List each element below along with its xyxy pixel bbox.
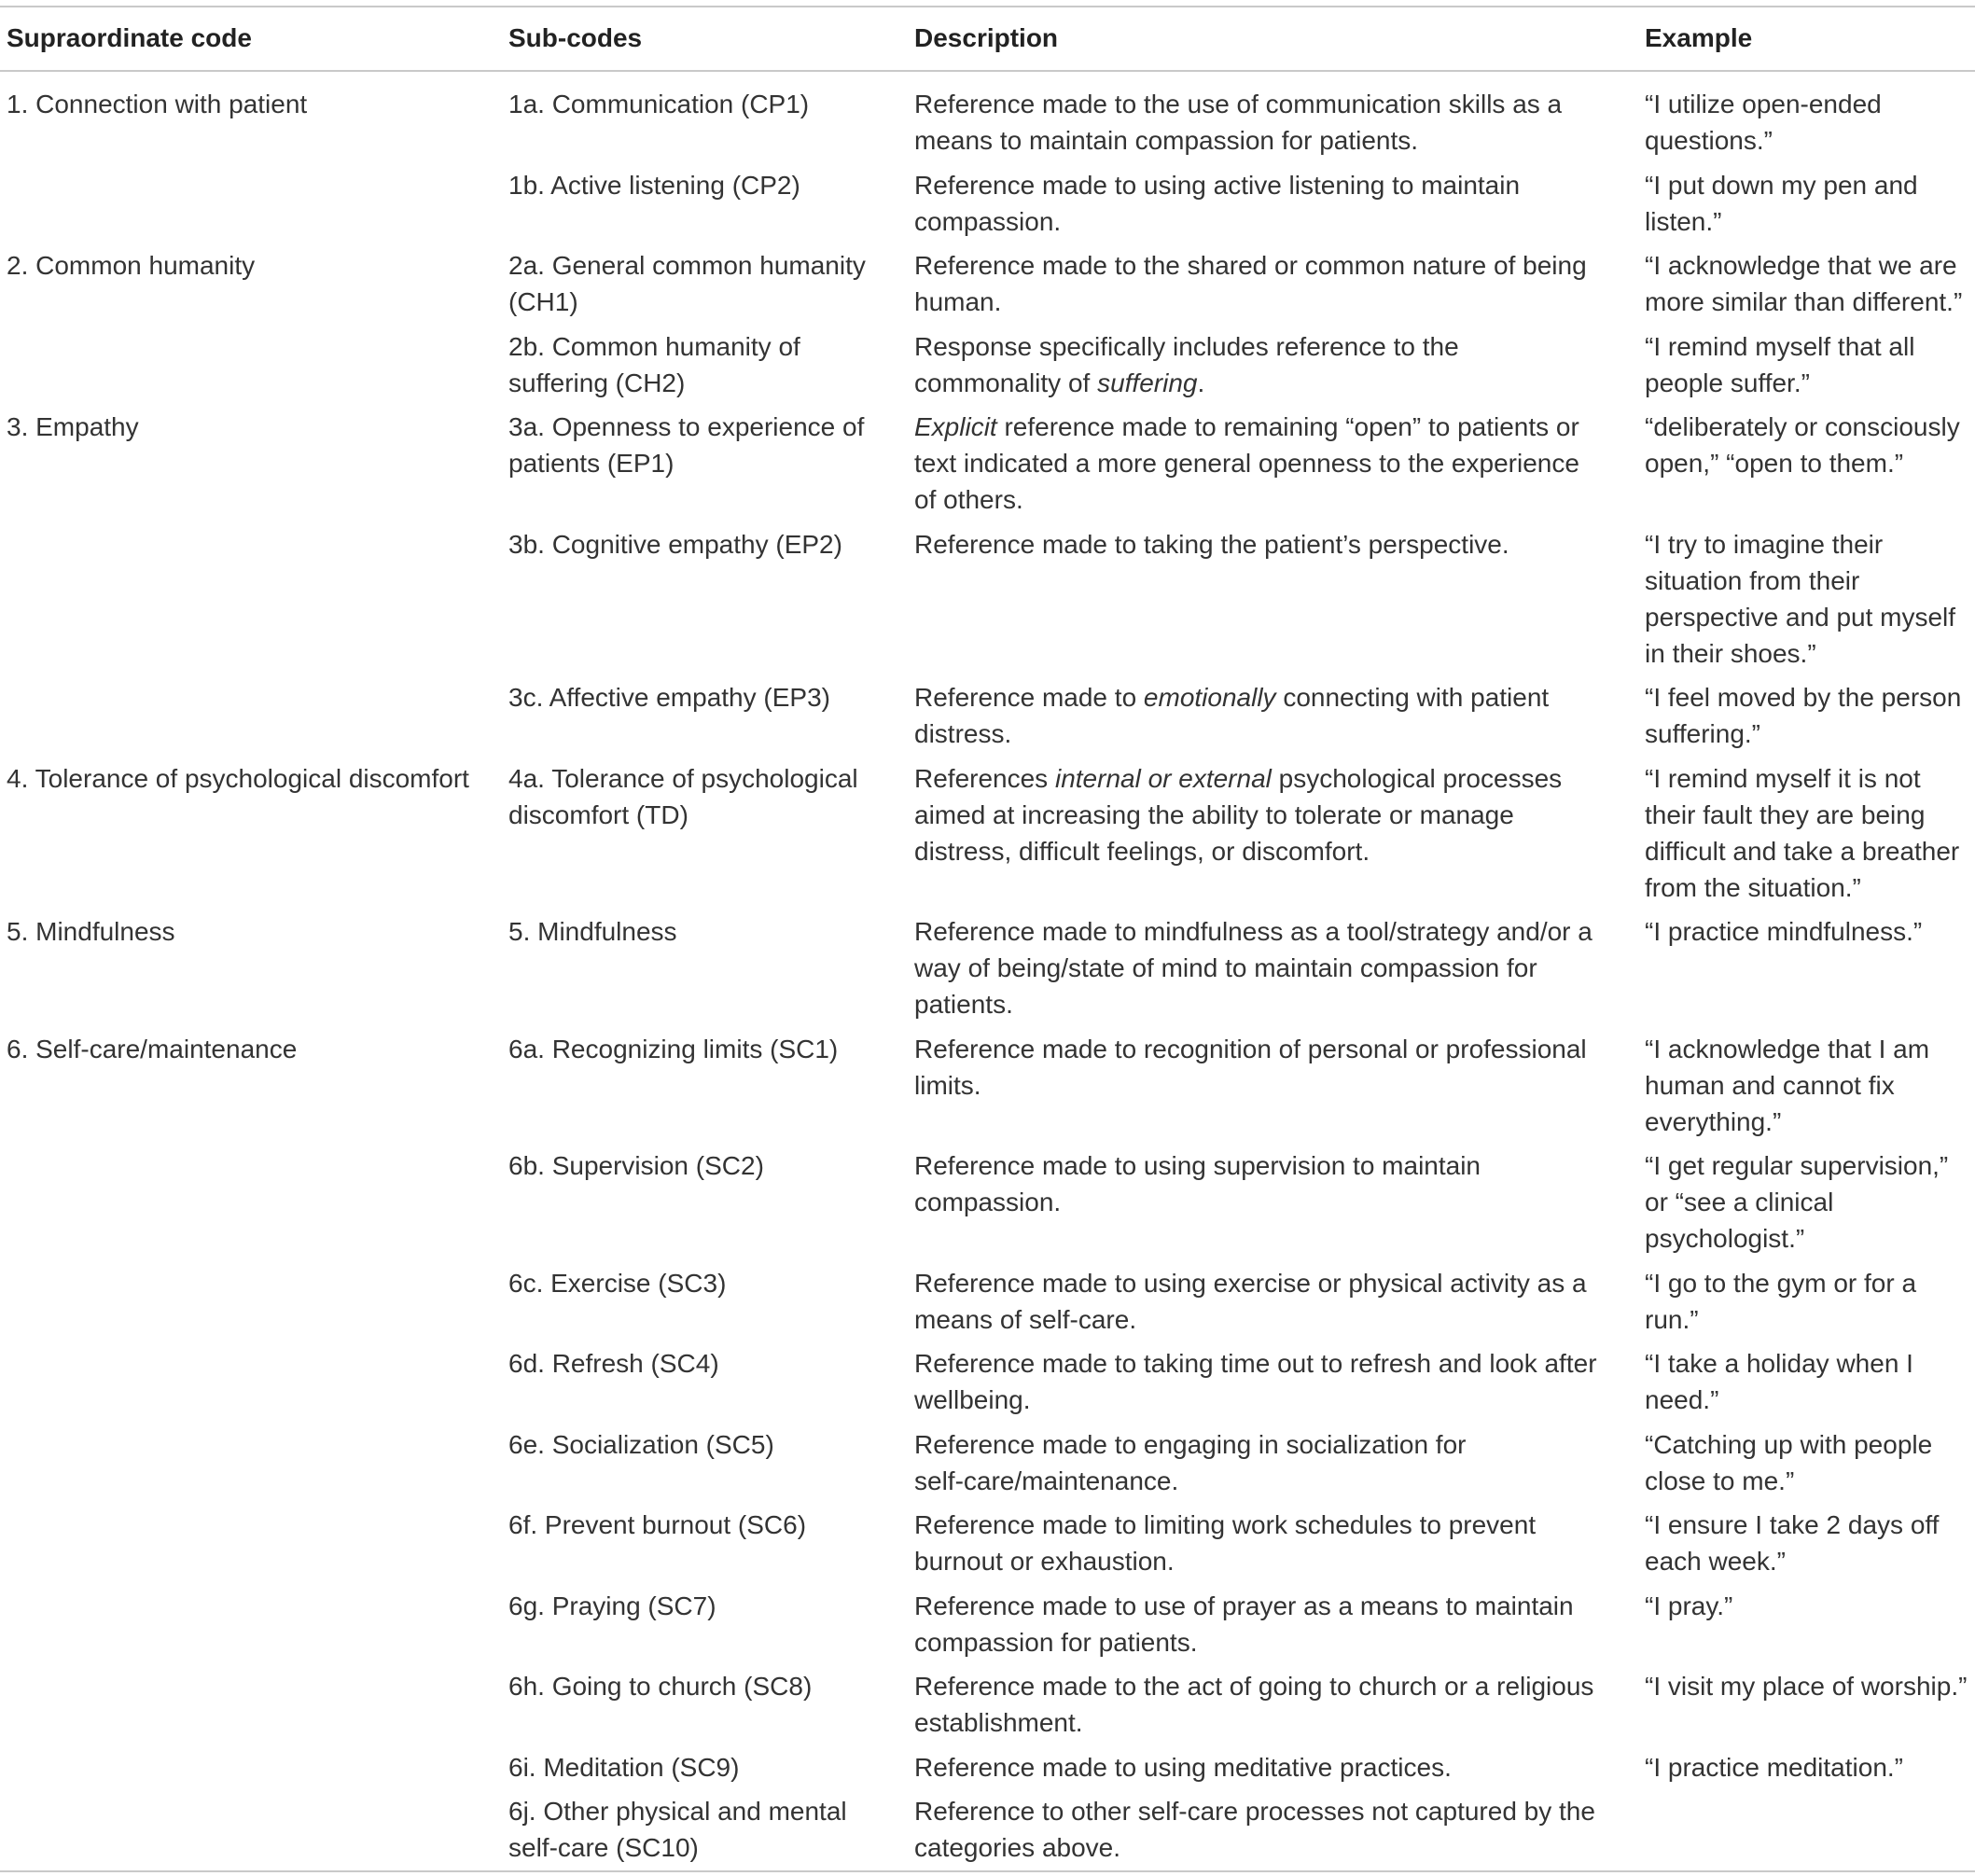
table-row <box>0 910 1975 1027</box>
description-text: Reference made to taking the patient’s perspective. <box>914 529 1509 559</box>
description-italic-text: internal or external <box>1054 763 1272 793</box>
cell-sub-code: 6g. Praying (SC7) <box>508 1591 716 1620</box>
description-italic-text: suffering <box>1097 368 1198 397</box>
description-text: References <box>914 763 1055 793</box>
cell-example: “I put down my pen and listen.” <box>1645 170 1918 236</box>
cell-supraordinate-code: 2. Common humanity <box>7 251 256 280</box>
table-header-row <box>0 7 1975 72</box>
header-description: Description <box>914 23 1059 52</box>
cell-description <box>914 1793 1645 1866</box>
table-row <box>0 1503 1975 1584</box>
cell-example: “Catching up with people close to me.” <box>1645 1429 1933 1495</box>
cell-description <box>914 679 1645 752</box>
description-text: Reference made to use of prayer as a means to maintain compassion for patients. <box>914 1591 1574 1657</box>
table-row <box>0 1423 1975 1504</box>
cell-description <box>914 409 1645 518</box>
cell-example: “I remind myself it is not their fault they are being difficult and take a breather from the situation.” <box>1645 763 1960 902</box>
cell-example: “I acknowledge that I am human and cannot fix everything.” <box>1645 1034 1930 1136</box>
table-row <box>0 1261 1975 1342</box>
cell-description <box>914 1507 1645 1579</box>
cell-example: “I get regular supervision,” or “see a clinical psychologist.” <box>1645 1151 1949 1253</box>
cell-sub-code: 6h. Going to church (SC8) <box>508 1672 813 1701</box>
cell-example: “I acknowledge that we are more similar than different.” <box>1645 251 1963 316</box>
cell-description <box>914 1031 1645 1104</box>
cell-description <box>914 1668 1645 1741</box>
cell-sub-code: 6j. Other physical and mental self-care (SC10) <box>508 1797 847 1862</box>
cell-supraordinate-code: 6. Self-care/maintenance <box>7 1034 298 1063</box>
table-row <box>0 405 1975 522</box>
table-row <box>0 243 1975 325</box>
cell-example: “deliberately or consciously open,” “open to them.” <box>1645 412 1960 478</box>
header-supraordinate-code: Supraordinate code <box>7 23 252 52</box>
description-text: Reference made to engaging in socialization for self-care/maintenance. <box>914 1429 1467 1495</box>
cell-description <box>914 1345 1645 1418</box>
cell-sub-code: 1b. Active listening (CP2) <box>508 170 800 200</box>
description-italic-text: emotionally <box>1143 683 1276 712</box>
cell-description <box>914 1749 1645 1786</box>
cell-description <box>914 760 1645 869</box>
description-text: Reference made to <box>914 683 1144 712</box>
cell-sub-code: 3a. Openness to experience of patients (EP1) <box>508 412 865 478</box>
description-text: Reference made to taking time out to refresh and look after wellbeing. <box>914 1349 1597 1414</box>
cell-sub-code: 6i. Meditation (SC9) <box>508 1752 740 1782</box>
cell-sub-code: 5. Mindfulness <box>508 917 677 946</box>
table-row <box>0 163 1975 244</box>
description-text: . <box>1197 368 1205 397</box>
cell-description <box>914 1426 1645 1499</box>
cell-example: “I practice mindfulness.” <box>1645 917 1923 946</box>
description-text: connecting with patient distress. <box>914 683 1550 748</box>
description-text: Reference made to using supervision to maintain compassion. <box>914 1151 1481 1216</box>
description-text: Reference made to using active listening to maintain compassion. <box>914 170 1521 236</box>
cell-supraordinate-code: 1. Connection with patient <box>7 90 308 118</box>
table-row <box>0 1027 1975 1145</box>
description-text: reference made to remaining “open” to patients or text indicated a more general openness to the experience of others. <box>914 412 1579 514</box>
cell-example: “I feel moved by the person suffering.” <box>1645 683 1962 748</box>
cell-example: “I try to imagine their situation from their perspective and put myself in their shoes.” <box>1645 529 1956 668</box>
table-row <box>0 1745 1975 1790</box>
table-row <box>0 1789 1975 1870</box>
table-row <box>0 757 1975 910</box>
cell-description <box>914 1588 1645 1661</box>
table-row <box>0 72 1975 163</box>
cell-sub-code: 6d. Refresh (SC4) <box>508 1349 719 1378</box>
table-row <box>0 325 1975 406</box>
table-row <box>0 1664 1975 1745</box>
cell-example: “I ensure I take 2 days off each week.” <box>1645 1510 1940 1576</box>
description-text: Reference made to limiting work schedules to prevent burnout or exhaustion. <box>914 1510 1537 1576</box>
cell-sub-code: 6b. Supervision (SC2) <box>508 1151 764 1180</box>
cell-sub-code: 6f. Prevent burnout (SC6) <box>508 1510 807 1539</box>
cell-description <box>914 328 1645 401</box>
cell-example: “I visit my place of worship.” <box>1645 1672 1968 1701</box>
table-body <box>0 72 1975 1870</box>
cell-example: “I go to the gym or for a run.” <box>1645 1268 1917 1334</box>
cell-sub-code: 4a. Tolerance of psychological discomfort (TD) <box>508 763 858 829</box>
cell-sub-code: 6e. Socialization (SC5) <box>508 1429 774 1459</box>
description-text: Reference made to recognition of personal or professional limits. <box>914 1034 1587 1100</box>
cell-sub-code: 1a. Communication (CP1) <box>508 90 810 118</box>
cell-sub-code: 3b. Cognitive empathy (EP2) <box>508 529 842 559</box>
cell-example: “I take a holiday when I need.” <box>1645 1349 1913 1414</box>
description-text: Response specifically includes reference to the commonality of <box>914 331 1459 397</box>
description-text: Reference made to the act of going to church or a religious establishment. <box>914 1672 1594 1737</box>
table-row <box>0 522 1975 676</box>
cell-description <box>914 247 1645 320</box>
cell-supraordinate-code: 5. Mindfulness <box>7 917 175 946</box>
header-example: Example <box>1645 23 1753 52</box>
table-row <box>0 675 1975 757</box>
description-text: Reference made to using meditative practices. <box>914 1752 1452 1782</box>
cell-example: “I practice meditation.” <box>1645 1752 1903 1782</box>
cell-example: “I utilize open-ended questions.” <box>1645 90 1882 155</box>
description-text: psychological processes aimed at increasing the ability to tolerate or manage distress, difficult feelings, or discomfort. <box>914 763 1563 866</box>
table-row <box>0 1341 1975 1423</box>
description-text: Reference to other self-care processes not captured by the categories above. <box>914 1797 1595 1862</box>
description-text: Reference made to the use of communication skills as a means to maintain compassion for patients. <box>914 90 1563 155</box>
cell-sub-code: 2a. General common humanity (CH1) <box>508 251 866 316</box>
table-row <box>0 1144 1975 1261</box>
cell-sub-code: 3c. Affective empathy (EP3) <box>508 683 830 712</box>
cell-supraordinate-code: 3. Empathy <box>7 412 139 441</box>
description-text: Reference made to mindfulness as a tool/strategy and/or a way of being/state of mind to maintain compassion for patients. <box>914 917 1593 1019</box>
cell-example: “I pray.” <box>1645 1591 1733 1620</box>
description-italic-text: Explicit <box>914 412 997 441</box>
cell-description <box>914 526 1645 563</box>
cell-supraordinate-code: 4. Tolerance of psychological discomfort <box>7 763 469 793</box>
cell-description <box>914 1265 1645 1338</box>
coding-table <box>0 6 1975 1872</box>
cell-description <box>914 1147 1645 1220</box>
cell-sub-code: 2b. Common humanity of suffering (CH2) <box>508 331 800 397</box>
table-row <box>0 1584 1975 1665</box>
cell-description <box>914 86 1645 159</box>
cell-description <box>914 167 1645 240</box>
cell-description <box>914 913 1645 1022</box>
cell-sub-code: 6a. Recognizing limits (SC1) <box>508 1034 839 1063</box>
cell-sub-code: 6c. Exercise (SC3) <box>508 1268 727 1298</box>
cell-example: “I remind myself that all people suffer.” <box>1645 331 1915 397</box>
description-text: Reference made to using exercise or physical activity as a means of self-care. <box>914 1268 1587 1334</box>
description-text: Reference made to the shared or common nature of being human. <box>914 251 1587 316</box>
header-sub-codes: Sub-codes <box>508 23 643 52</box>
